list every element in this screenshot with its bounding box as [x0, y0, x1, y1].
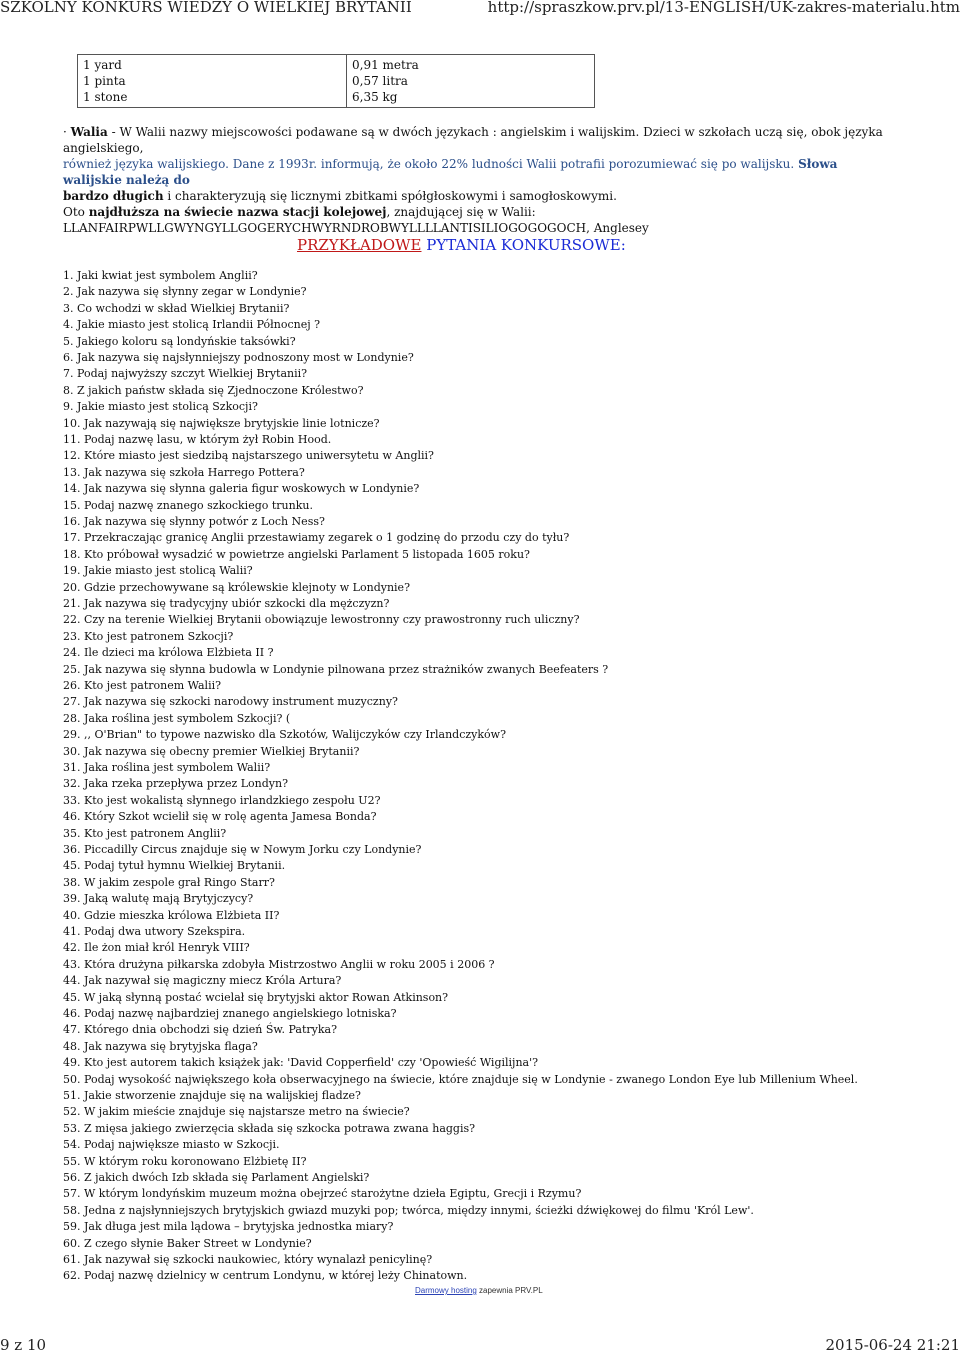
question-item: 50. Podaj wysokość największego koła obserwacyjnego na świecie, które znajduje się w Londynie - zwanego London Eye lub Millenium Wheel.: [63, 1072, 858, 1086]
question-item: 23. Kto jest patronem Szkocji?: [63, 629, 234, 643]
question-item: 42. Ile żon miał król Henryk VIII?: [63, 941, 250, 955]
question-item: 59. Jak długa jest mila lądowa – brytyjska jednostka miary?: [63, 1220, 394, 1234]
question-item: 22. Czy na terenie Wielkiej Brytanii obowiązuje lewostronny czy prawostronny ruch uliczny?: [63, 613, 580, 627]
unit-conversion-table: [77, 54, 595, 108]
question-item: 25. Jak nazywa się słynna budowla w Londynie pilnowana przez strażników zwanych Beefeaters ?: [63, 662, 609, 676]
question-item: 27. Jak nazywa się szkocki narodowy instrument muzyczny?: [63, 695, 398, 709]
question-item: 11. Podaj nazwę lasu, w którym żył Robin Hood.: [63, 433, 332, 446]
question-item: 16. Jak nazywa się słynny potwór z Loch Ness?: [63, 515, 325, 528]
question-item: 24. Ile dzieci ma królowa Elżbieta II ?: [63, 646, 274, 660]
questions-heading: PRZYKŁADOWE PYTANIA KONKURSOWE:: [297, 236, 626, 254]
table-cell-unit: 1 yard 1 pinta 1 stone: [78, 55, 347, 108]
question-item: 28. Jaka roślina jest symbolem Szkocji? (: [63, 711, 291, 725]
wales-line-4: Oto najdłuższa na świecie nazwa stacji kolejowej, znajdującej się w Walii:: [63, 205, 536, 219]
question-item: 58. Jedna z najsłynniejszych brytyjskich gwiazd muzyki pop; twórca, między innymi, ścieżki dźwiękowej do filmu 'Król Lew'.: [63, 1203, 754, 1217]
table-row: [78, 55, 595, 108]
question-item: 19. Jakie miasto jest stolicą Walii?: [63, 564, 253, 578]
question-item: 43. Która drużyna piłkarska zdobyła Mistrzostwo Anglii w roku 2005 i 2006 ?: [63, 957, 495, 971]
question-item: 60. Z czego słynie Baker Street w Londynie?: [63, 1236, 312, 1250]
station-name: LLANFAIRPWLLGWYNGYLLGOGERYCHWYRNDROBWYLLLLANTISILIOGOGOGOCH, Anglesey: [63, 221, 649, 235]
question-item: 20. Gdzie przechowywane są królewskie klejnoty w Londynie?: [63, 580, 410, 594]
question-item: 53. Z mięsa jakiego zwierzęcia składa się szkocka potrawa zwana haggis?: [63, 1121, 476, 1135]
question-item: 29. ,, O'Brian" to typowe nazwisko dla Szkotów, Walijczyków czy Irlandczyków?: [63, 728, 506, 742]
question-item: 47. Którego dnia obchodzi się dzień Św. Patryka?: [63, 1023, 337, 1037]
document-title: SZKOLNY KONKURS WIEDZY O WIELKIEJ BRYTANII: [0, 0, 412, 16]
question-item: 57. W którym londyńskim muzeum można obejrzeć starożytne dzieła Egiptu, Grecji i Rzymu?: [63, 1187, 582, 1201]
question-item: 5. Jakiego koloru są londyńskie taksówki?: [63, 334, 296, 348]
question-item: 32. Jaka rzeka przepływa przez Londyn?: [63, 777, 289, 791]
question-item: 6. Jak nazywa się najsłynniejszy podnoszony most w Londynie?: [63, 351, 414, 364]
question-item: 30. Jak nazywa się obecny premier Wielkiej Brytanii?: [63, 744, 360, 758]
question-item: 62. Podaj nazwę dzielnicy w centrum Londynu, w której leży Chinatown.: [63, 1269, 468, 1283]
hosting-note: Darmowy hosting zapewnia PRV.PL: [415, 1286, 543, 1295]
question-item: 7. Podaj najwyższy szczyt Wielkiej Brytanii?: [63, 367, 308, 381]
question-item: 45. W jaką słynną postać wcielał się brytyjski aktor Rowan Atkinson?: [63, 990, 449, 1004]
question-item: 3. Co wchodzi w skład Wielkiej Brytanii?: [63, 301, 290, 315]
question-item: 46. Który Szkot wcielił się w rolę agenta Jamesa Bonda?: [63, 810, 377, 824]
question-item: 54. Podaj największe miasto w Szkocji.: [63, 1138, 280, 1152]
question-item: 18. Kto próbował wysadzić w powietrze angielski Parlament 5 listopada 1605 roku?: [63, 547, 530, 561]
question-item: 48. Jak nazywa się brytyjska flaga?: [63, 1039, 258, 1053]
question-item: 21. Jak nazywa się tradycyjny ubiór szkocki dla mężczyzn?: [63, 597, 390, 610]
question-item: 13. Jak nazywa się szkoła Harrego Pottera?: [63, 465, 305, 479]
question-item: 38. W jakim zespole grał Ringo Starr?: [63, 875, 275, 889]
question-item: 44. Jak nazywał się magiczny miecz Króla Artura?: [63, 974, 342, 988]
page-header: [0, 0, 960, 18]
question-item: 39. Jaką walutę mają Brytyjczycy?: [63, 892, 254, 906]
question-item: 14. Jak nazywa się słynna galeria figur woskowych w Londynie?: [63, 482, 420, 496]
question-item: 46. Podaj nazwę najbardziej znanego angielskiego lotniska?: [63, 1007, 397, 1020]
question-item: 10. Jak nazywają się największe brytyjskie linie lotnicze?: [63, 416, 380, 430]
wales-paragraph: [63, 124, 883, 236]
question-item: 45. Podaj tytuł hymnu Wielkiej Brytanii.: [63, 859, 286, 873]
wales-label: Walia: [70, 125, 108, 139]
question-item: 35. Kto jest patronem Anglii?: [63, 826, 227, 840]
question-item: 4. Jakie miasto jest stolicą Irlandii Północnej ?: [63, 318, 321, 332]
question-item: 1. Jaki kwiat jest symbolem Anglii?: [63, 269, 258, 282]
question-item: 49. Kto jest autorem takich książek jak: 'David Copperfield' czy 'Opowieść Wigilijna'?: [63, 1056, 539, 1070]
print-timestamp: 2015-06-24 21:21: [825, 1336, 960, 1354]
question-item: 61. Jak nazywał się szkocki naukowiec, który wynalazł penicylinę?: [63, 1253, 433, 1266]
hosting-link[interactable]: Darmowy hosting: [415, 1286, 477, 1295]
question-item: 56. Z jakich dwóch Izb składa się Parlament Angielski?: [63, 1171, 370, 1184]
wales-line-1: · Walia - W Walii nazwy miejscowości podawane są w dwóch językach : angielskim i walijskim. Dzieci w szkołach uczą się, obok języka angielskiego,: [63, 125, 883, 155]
table-cell-value: 0,91 metra 0,57 litra 6,35 kg: [347, 55, 595, 108]
question-item: 51. Jakie stworzenie znajduje się na walijskiej fladze?: [63, 1089, 361, 1102]
question-item: 52. W jakim mieście znajduje się najstarsze metro na świecie?: [63, 1105, 410, 1119]
question-item: 26. Kto jest patronem Walii?: [63, 679, 222, 692]
question-item: 15. Podaj nazwę znanego szkockiego trunku.: [63, 498, 313, 512]
question-item: 8. Z jakich państw składa się Zjednoczone Królestwo?: [63, 383, 364, 397]
page-footer: [0, 1332, 960, 1354]
question-item: 41. Podaj dwa utwory Szekspira.: [63, 925, 246, 938]
question-item: 40. Gdzie mieszka królowa Elżbieta II?: [63, 908, 280, 922]
question-item: 9. Jakie miasto jest stolicą Szkocji?: [63, 400, 258, 414]
question-item: 33. Kto jest wokalistą słynnego irlandzkiego zespołu U2?: [63, 793, 381, 807]
question-item: 2. Jak nazywa się słynny zegar w Londynie?: [63, 285, 307, 299]
question-item: 12. Które miasto jest siedzibą najstarszego uniwersytetu w Anglii?: [63, 449, 434, 463]
document-url: http://spraszkow.prv.pl/13-ENGLISH/UK-zakres-materialu.htm: [487, 0, 960, 16]
question-item: 55. W którym roku koronowano Elżbietę II?: [63, 1154, 307, 1168]
question-item: 36. Piccadilly Circus znajduje się w Nowym Jorku czy Londynie?: [63, 843, 422, 856]
wales-line-3: bardzo długich i charakteryzują się licznymi zbitkami spółgłoskowymi i samogłoskowymi.: [63, 189, 617, 203]
question-item: 31. Jaka roślina jest symbolem Walii?: [63, 761, 271, 774]
question-item: 17. Przekraczając granicę Anglii przestawiamy zegarek o 1 godzinę do przodu czy do tyłu?: [63, 531, 570, 545]
wales-line-2: również języka walijskiego. Dane z 1993r. informują, że około 22% ludności Walii potrafii porozumiewać się po walijsku. Słowa walijskie należą do: [63, 157, 838, 187]
page-number: 9 z 10: [0, 1336, 47, 1354]
